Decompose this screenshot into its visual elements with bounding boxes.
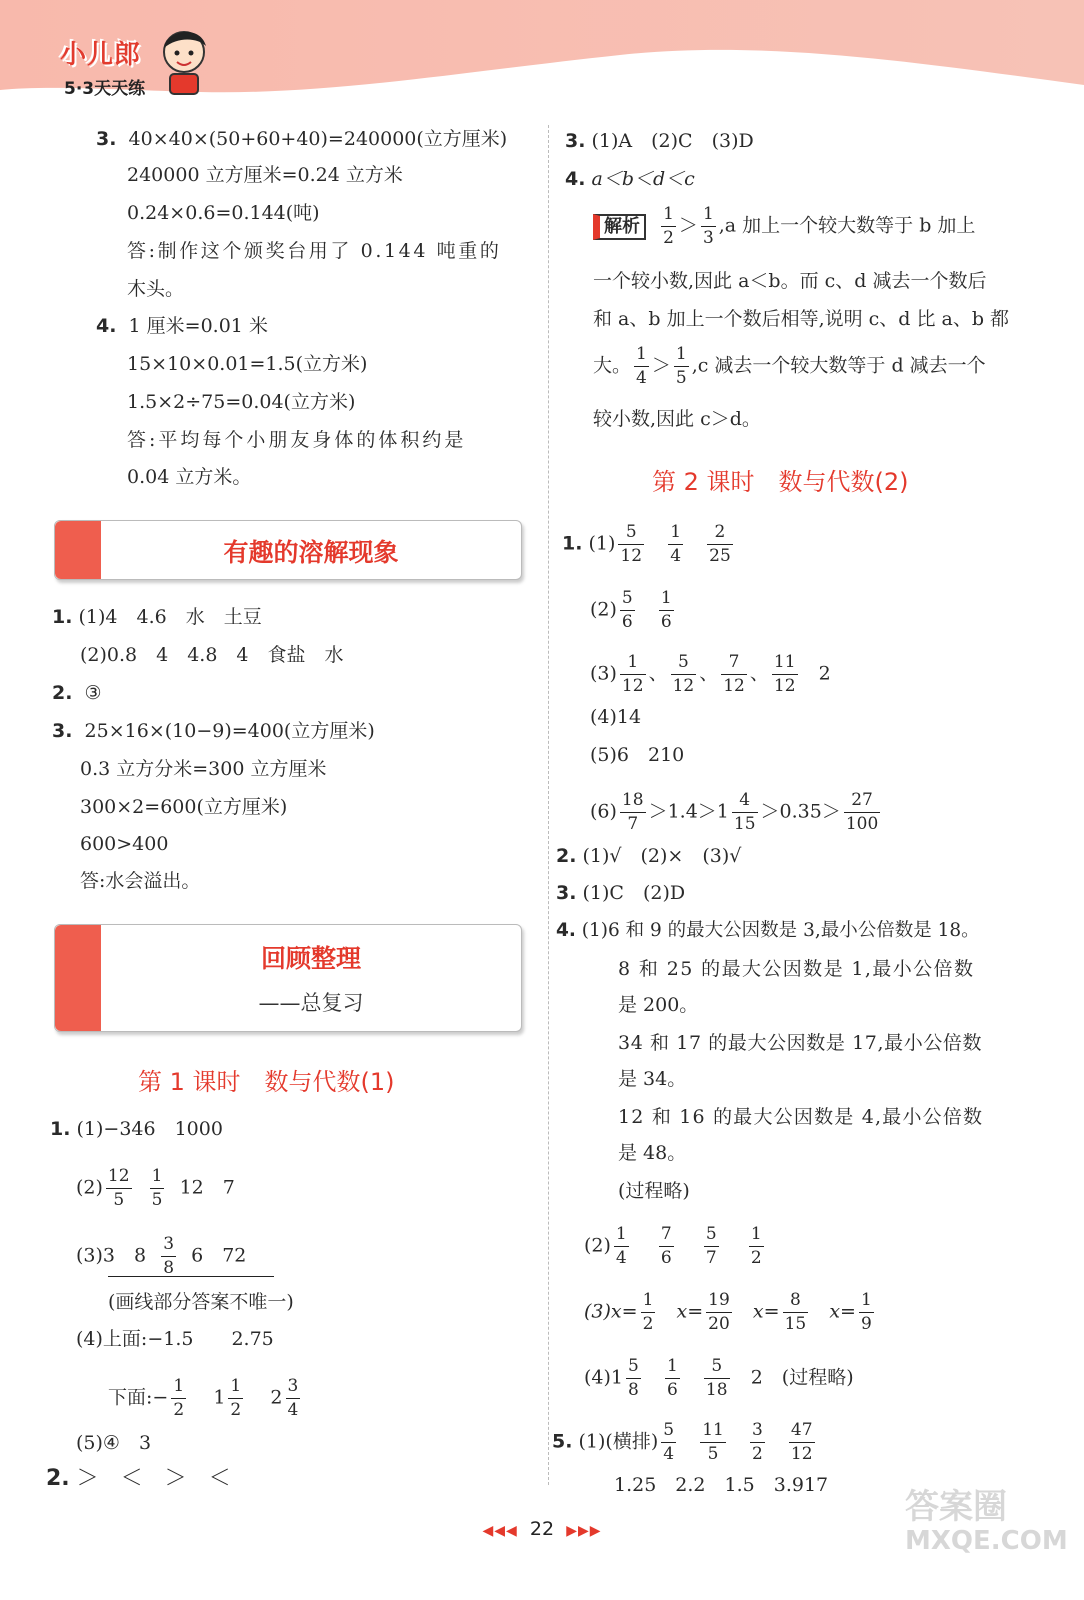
answer-line: 12 和 16 的最大公因数是 4,最小公倍数 xyxy=(618,1106,984,1128)
answer-line: 0.04 立方米。 xyxy=(127,466,252,488)
answer-line: 0.3 立方分米=300 立方厘米 xyxy=(80,758,327,780)
section-title: 有趣的溶解现象 xyxy=(223,538,399,567)
answer-line: 2. ③ xyxy=(52,682,102,704)
explanation-line: 一个较小数,因此 a＜b。而 c、d 减去一个数后 xyxy=(593,270,987,292)
answer-line: 240000 立方厘米=0.24 立方米 xyxy=(127,164,403,186)
answer-line: 3. (1)A (2)C (3)D xyxy=(565,130,754,152)
watermark: 答案圈 MXQE.COM xyxy=(905,1487,1068,1556)
column-divider xyxy=(548,125,549,1485)
answer-line: 木头。 xyxy=(127,278,185,300)
answer-line: 15×10×0.01=1.5(立方米) xyxy=(127,353,368,375)
answer-line: 是 200。 xyxy=(618,994,699,1016)
answer-line: (2) $\frac{5}{6}$ $\frac{1}{6}$ xyxy=(590,588,672,632)
answer-line: 3. 40×40×(50+60+40)=240000(立方厘米) xyxy=(96,128,508,150)
answer-line: (3) $\frac{1}{12}$ 、 $\frac{5}{12}$ 、 $\frac{7}{12}$ 、 $\frac{11}{12}$ 2 xyxy=(590,652,831,696)
answer-line: 1.25 2.2 1.5 3.917 xyxy=(614,1474,829,1496)
answer-line: 1.5×2÷75=0.04(立方米) xyxy=(127,391,356,413)
answer-line: 0.24×0.6=0.144(吨) xyxy=(127,202,320,224)
section-banner-dissolve xyxy=(54,520,522,580)
section-subtitle: ——总复习 xyxy=(258,991,364,1015)
answer-line: 答:制作这个颁奖台用了 0.144 吨重的 xyxy=(127,240,502,262)
page-number: ◀◀◀ 22 ▶▶▶ xyxy=(482,1518,602,1540)
banner-tab xyxy=(55,521,101,579)
explanation-line: 和 a、b 加上一个数后相等,说明 c、d 比 a、b 都 xyxy=(593,308,1010,330)
analysis-tag: 解析 xyxy=(593,214,646,240)
answer-line: 3. (1)C (2)D xyxy=(556,882,686,904)
answer-line: 是 34。 xyxy=(618,1068,687,1090)
answer-line: 2. ＞ ＜ ＞ ＜ xyxy=(46,1466,231,1491)
answer-line: (2) $\frac{1}{4}$ $\frac{7}{6}$ $\frac{5}{7}$ $\frac{1}{2}$ xyxy=(584,1224,762,1268)
answer-line: 1. (1)−346 1000 xyxy=(50,1118,223,1140)
section-title: 回顾整理 xyxy=(260,944,361,973)
answer-line: 1. (1)4 4.6 水 土豆 xyxy=(52,606,262,628)
answer-line: 2. (1)√ (2)× (3)√ xyxy=(556,845,742,867)
banner-tab xyxy=(55,925,101,1031)
answer-line: (2) $\frac{12}{5}$ $\frac{1}{5}$ 12 7 xyxy=(76,1166,235,1210)
answer-underline xyxy=(108,1276,274,1277)
brand-logo: 小儿郎 xyxy=(60,40,142,70)
answer-line: 4. (1)6 和 9 的最大公因数是 3,最小公倍数是 18。 xyxy=(556,920,980,941)
answer-line: 4. a＜b＜d＜c xyxy=(565,168,695,190)
answer-line: (3)x= $\frac{1}{2}$ x= $\frac{19}{20}$ x= $\frac{8}{15}$ x= $\frac{1}{9}$ xyxy=(584,1290,872,1334)
answer-line: 300×2=600(立方厘米) xyxy=(80,796,288,818)
prev-arrows-icon: ◀◀◀ xyxy=(482,1523,518,1539)
answer-line: (4)14 xyxy=(590,706,642,728)
answer-line: (4)上面:−1.5 2.75 xyxy=(76,1328,274,1350)
lesson-title-1: 第 1 课时 数与代数(1) xyxy=(138,1068,395,1096)
mascot-icon xyxy=(160,22,212,98)
answer-line: 答:水会溢出。 xyxy=(80,870,201,892)
answer-note: (画线部分答案不唯一) xyxy=(108,1291,294,1313)
answer-line: (3)3 8 $\frac{3}{8}$ 6 72 xyxy=(76,1234,247,1278)
answer-line: 下面:− $\frac{1}{2}$ 1 $\frac{1}{2}$ 2 $\frac{3}{4}$ xyxy=(108,1376,299,1420)
explanation-line: 较小数,因此 c＞d。 xyxy=(593,408,761,430)
answer-line: 1. (1) $\frac{5}{12}$ $\frac{1}{4}$ $\frac{2}{25}$ xyxy=(562,522,731,566)
answer-line: (6) $\frac{18}{7}$ ＞1.4＞1 $\frac{4}{15}$ ＞0.35＞ $\frac{27}{100}$ xyxy=(590,790,879,834)
answer-line: (5)④ 3 xyxy=(76,1432,152,1454)
answer-line: 8 和 25 的最大公因数是 1,最小公倍数 xyxy=(618,958,975,980)
answer-line: 答:平均每个小朋友身体的体积约是 xyxy=(127,429,467,451)
answer-line: 3. 25×16×(10−9)=400(立方厘米) xyxy=(52,720,375,742)
answer-line: 是 48。 xyxy=(618,1142,687,1164)
answer-line: (过程略) xyxy=(618,1180,690,1202)
answer-line: (2)0.8 4 4.8 4 食盐 水 xyxy=(80,644,344,666)
next-arrows-icon: ▶▶▶ xyxy=(566,1523,602,1539)
answer-line: 34 和 17 的最大公因数是 17,最小公倍数 xyxy=(618,1032,983,1054)
answer-line: (4)1 $\frac{5}{8}$ $\frac{1}{6}$ $\frac{5}{18}$ 2 (过程略) xyxy=(584,1356,854,1400)
answer-line: (5)6 210 xyxy=(590,744,685,766)
answer-line: 600>400 xyxy=(80,833,169,855)
answer-line: 5. (1)(横排) $\frac{5}{4}$ $\frac{11}{5}$ $\frac{3}{2}$ $\frac{47}{12}$ xyxy=(552,1420,813,1464)
explanation-line: 大。 $\frac{1}{4}$ ＞ $\frac{1}{5}$ ,c 减去一个较大数等于 d 减去一个 xyxy=(593,344,986,388)
section-banner-review xyxy=(54,924,522,1032)
answer-line: 4. 1 厘米=0.01 米 xyxy=(96,315,268,337)
explanation-line: 解析 $\frac{1}{2}$ ＞ $\frac{1}{3}$ ,a 加上一个较大数等于 b 加上 xyxy=(593,206,975,247)
lesson-title-2: 第 2 课时 数与代数(2) xyxy=(652,468,909,496)
brand-subtitle: 5·3天天练 xyxy=(64,79,146,99)
